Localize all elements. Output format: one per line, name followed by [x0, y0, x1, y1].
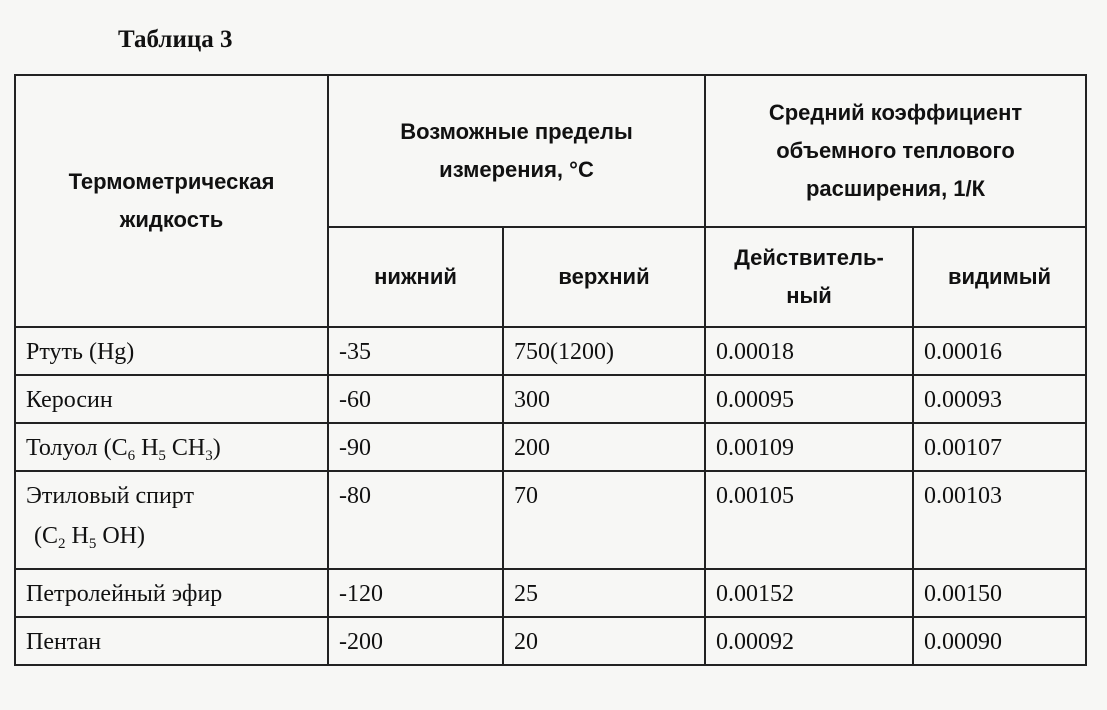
- header-limits-line-2: измерения, °С: [439, 157, 594, 182]
- cell-upper: 25: [503, 569, 705, 617]
- table-row: [15, 375, 1086, 423]
- table-row: [15, 471, 1086, 569]
- cell-liquid: Петролейный эфир: [15, 569, 328, 617]
- cell-lower: -35: [328, 327, 503, 375]
- header-coef-line-2: объемного теплового: [776, 138, 1015, 163]
- header-actual-line-1: Действитель-: [734, 245, 884, 270]
- cell-liquid: Ртуть (Hg): [15, 327, 328, 375]
- cell-lower: -60: [328, 375, 503, 423]
- cell-upper: 750(1200): [503, 327, 705, 375]
- cell-lower: -90: [328, 423, 503, 471]
- cell-actual: 0.00109: [705, 423, 913, 471]
- header-coef-line-1: Средний коэффициент: [768, 100, 1023, 125]
- cell-actual: 0.00095: [705, 375, 913, 423]
- table-row: [15, 569, 1086, 617]
- header-limits-line-1: Возможные пределы: [400, 119, 633, 144]
- header-liquid: [15, 75, 328, 327]
- cell-actual: 0.00092: [705, 617, 913, 665]
- table-row: [15, 423, 1086, 471]
- header-liquid-line-1: Термометрическая: [68, 169, 275, 194]
- cell-actual: 0.00105: [705, 471, 913, 569]
- cell-upper: 20: [503, 617, 705, 665]
- cell-visible: 0.00103: [913, 471, 1086, 569]
- thermometric-liquids-table: [14, 74, 1087, 666]
- header-actual: [705, 227, 913, 327]
- cell-upper: 200: [503, 423, 705, 471]
- header-coef-line-3: расширения, 1/К: [805, 176, 986, 201]
- cell-actual: 0.00018: [705, 327, 913, 375]
- cell-visible: 0.00093: [913, 375, 1086, 423]
- header-actual-line-2: ный: [786, 283, 832, 308]
- cell-visible: 0.00107: [913, 423, 1086, 471]
- table-row: [15, 327, 1086, 375]
- cell-upper: 70: [503, 471, 705, 569]
- cell-lower: -120: [328, 569, 503, 617]
- cell-liquid: Толуол ($C_6$ $H_5$ $CH_3$): [15, 423, 328, 471]
- cell-visible: 0.00150: [913, 569, 1086, 617]
- header-lower: нижний: [328, 227, 503, 327]
- header-limits: [328, 75, 705, 227]
- cell-visible: 0.00016: [913, 327, 1086, 375]
- table-row: [15, 617, 1086, 665]
- header-coefficient: [705, 75, 1086, 227]
- cell-liquid: Пентан: [15, 617, 328, 665]
- header-upper: верхний: [503, 227, 705, 327]
- cell-upper: 300: [503, 375, 705, 423]
- cell-lower: -80: [328, 471, 503, 569]
- table-caption: Таблица 3: [118, 26, 233, 53]
- cell-visible: 0.00090: [913, 617, 1086, 665]
- header-visible: видимый: [913, 227, 1086, 327]
- cell-actual: 0.00152: [705, 569, 913, 617]
- header-liquid-line-2: жидкость: [119, 207, 224, 232]
- cell-lower: -200: [328, 617, 503, 665]
- cell-liquid: Керосин: [15, 375, 328, 423]
- cell-liquid: Этиловый спирт ($C_2$ $H_5$ OH): [15, 471, 328, 569]
